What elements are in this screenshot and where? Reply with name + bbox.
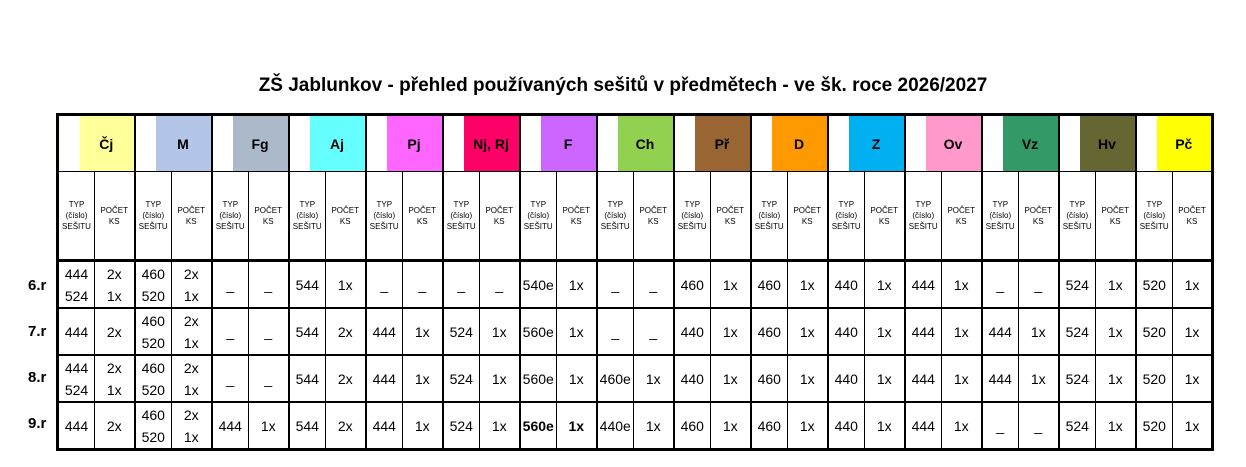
typ-cell: _ [443, 261, 480, 309]
pocet-cell: 1x [942, 308, 982, 355]
pocet-cell: _ [480, 261, 520, 309]
subject-header: Aj [289, 115, 366, 172]
typ-cell: _ [597, 308, 634, 355]
pocet-cell: _ [634, 308, 674, 355]
pocet-cell: 1x [480, 308, 520, 355]
pocet-cell: 1x [788, 402, 828, 450]
typ-cell: 560e [520, 402, 557, 450]
subject-header: Nj, Rj [443, 115, 520, 172]
typ-cell: 444 [366, 308, 403, 355]
subject-header: Ch [597, 115, 674, 172]
typ-cell: 560e [520, 308, 557, 355]
pocet-cell: 1x [557, 402, 597, 450]
pocet-cell: _ [249, 308, 289, 355]
pocet-cell: _ [249, 261, 289, 309]
pocet-cell: 1x [1173, 261, 1213, 309]
typ-cell: 444 [905, 402, 942, 450]
typ-cell: 524 [1059, 402, 1096, 450]
subject-header: Fg [212, 115, 289, 172]
pocet-cell: 2x [95, 308, 135, 355]
pocet-header: POČET KS [557, 172, 597, 261]
pocet-cell: _ [1019, 261, 1059, 309]
pocet-cell: 1x [403, 308, 443, 355]
pocet-cell: 2x 1x [172, 402, 212, 450]
typ-cell: 460 520 [135, 402, 172, 450]
typ-cell: _ [597, 261, 634, 309]
pocet-cell: 1x [326, 261, 366, 309]
typ-cell: 524 [1059, 261, 1096, 309]
typ-cell: 440 [674, 308, 711, 355]
pocet-cell: 2x [326, 308, 366, 355]
typ-cell: 520 [1136, 261, 1173, 309]
typ-cell: 444 [366, 402, 403, 450]
typ-cell: 440 [828, 308, 865, 355]
pocet-cell: 2x 1x [172, 261, 212, 309]
typ-cell: 440 [674, 355, 711, 402]
pocet-cell: 1x [711, 261, 751, 309]
typ-cell: _ [366, 261, 403, 309]
subject-header: Vz [982, 115, 1059, 172]
typ-cell: 560e [520, 355, 557, 402]
typ-cell: 444 [982, 308, 1019, 355]
typ-cell: 440 [828, 355, 865, 402]
pocet-header: POČET KS [403, 172, 443, 261]
typ-header: TYP (číslo) SEŠITU [905, 172, 942, 261]
pocet-cell: 1x [1019, 355, 1059, 402]
pocet-cell: 2x [95, 402, 135, 450]
subject-header: M [135, 115, 212, 172]
typ-cell: 460 [751, 261, 788, 309]
pocet-header: POČET KS [865, 172, 905, 261]
table-row [58, 355, 1213, 402]
typ-cell: 460e [597, 355, 634, 402]
row-label: 9.r [28, 415, 47, 432]
pocet-header: POČET KS [249, 172, 289, 261]
typ-cell: 460 [751, 402, 788, 450]
page-title: ZŠ Jablunkov - přehled používaných sešitů v předmětech - ve šk. roce 2026/2027 [258, 75, 988, 96]
notebook-table [56, 113, 1214, 451]
subject-header: Hv [1059, 115, 1136, 172]
pocet-header: POČET KS [711, 172, 751, 261]
typ-cell: _ [212, 355, 249, 402]
pocet-cell: 2x [326, 402, 366, 450]
pocet-header: POČET KS [788, 172, 828, 261]
typ-header: TYP (číslo) SEŠITU [1136, 172, 1173, 261]
row-label: 6.r [28, 277, 47, 294]
typ-cell: 544 [289, 308, 326, 355]
typ-header: TYP (číslo) SEŠITU [58, 172, 95, 261]
typ-cell: 540e [520, 261, 557, 309]
typ-cell: 444 [58, 402, 95, 450]
pocet-header: POČET KS [326, 172, 366, 261]
pocet-cell: 2x 1x [95, 355, 135, 402]
typ-cell: 460 520 [135, 261, 172, 309]
pocet-cell: 1x [403, 402, 443, 450]
pocet-cell: _ [634, 261, 674, 309]
typ-cell: 444 524 [58, 261, 95, 309]
typ-cell: _ [212, 308, 249, 355]
pocet-header: POČET KS [1096, 172, 1136, 261]
subject-header: Z [828, 115, 905, 172]
typ-header: TYP (číslo) SEŠITU [212, 172, 249, 261]
pocet-cell: 1x [942, 355, 982, 402]
column-header-row [58, 172, 1213, 261]
typ-cell: 524 [1059, 308, 1096, 355]
pocet-cell: _ [403, 261, 443, 309]
typ-cell: 544 [289, 402, 326, 450]
pocet-cell: 1x [480, 402, 520, 450]
typ-cell: 444 524 [58, 355, 95, 402]
typ-cell: 444 [905, 261, 942, 309]
pocet-cell: 1x [942, 261, 982, 309]
pocet-cell: 1x [480, 355, 520, 402]
typ-cell: 460 [674, 261, 711, 309]
pocet-cell: 1x [1096, 402, 1136, 450]
pocet-header: POČET KS [634, 172, 674, 261]
typ-cell: 524 [1059, 355, 1096, 402]
typ-cell: 460 520 [135, 355, 172, 402]
subject-header: D [751, 115, 828, 172]
subject-header: Čj [58, 115, 135, 172]
typ-cell: 440 [828, 402, 865, 450]
typ-cell: 444 [905, 308, 942, 355]
pocet-cell: 1x [865, 261, 905, 309]
typ-cell: 444 [366, 355, 403, 402]
subject-header: Pč [1136, 115, 1213, 172]
table-row [58, 261, 1213, 309]
pocet-header: POČET KS [95, 172, 135, 261]
typ-header: TYP (číslo) SEŠITU [751, 172, 788, 261]
pocet-cell: 1x [634, 402, 674, 450]
typ-header: TYP (číslo) SEŠITU [1059, 172, 1096, 261]
pocet-cell: 1x [1019, 308, 1059, 355]
pocet-cell: 1x [557, 308, 597, 355]
subject-header: Pj [366, 115, 443, 172]
pocet-cell: 1x [711, 402, 751, 450]
pocet-cell: 1x [634, 355, 674, 402]
row-label: 8.r [28, 369, 47, 386]
subject-header: Ov [905, 115, 982, 172]
typ-cell: 460 [751, 308, 788, 355]
pocet-cell: 1x [788, 355, 828, 402]
pocet-header: POČET KS [480, 172, 520, 261]
pocet-cell: 1x [788, 308, 828, 355]
typ-cell: 520 [1136, 308, 1173, 355]
typ-cell: 544 [289, 261, 326, 309]
subject-header-row [58, 115, 1213, 172]
typ-cell: 444 [58, 308, 95, 355]
pocet-cell: 1x [1173, 402, 1213, 450]
subject-header: Př [674, 115, 751, 172]
row-label: 7.r [28, 323, 47, 340]
typ-cell: _ [982, 261, 1019, 309]
typ-header: TYP (číslo) SEŠITU [366, 172, 403, 261]
typ-cell: 524 [443, 355, 480, 402]
table-row [58, 402, 1213, 450]
typ-cell: 460 [674, 402, 711, 450]
typ-header: TYP (číslo) SEŠITU [443, 172, 480, 261]
pocet-cell: 1x [557, 355, 597, 402]
pocet-cell: _ [249, 355, 289, 402]
pocet-cell: 1x [711, 355, 751, 402]
typ-header: TYP (číslo) SEŠITU [520, 172, 557, 261]
pocet-cell: 1x [1096, 355, 1136, 402]
typ-cell: 440 [828, 261, 865, 309]
typ-header: TYP (číslo) SEŠITU [597, 172, 634, 261]
pocet-cell: 1x [1173, 308, 1213, 355]
pocet-cell: 1x [865, 308, 905, 355]
pocet-header: POČET KS [1173, 172, 1213, 261]
typ-cell: 520 [1136, 355, 1173, 402]
pocet-cell: 1x [557, 261, 597, 309]
pocet-cell: 1x [942, 402, 982, 450]
typ-cell: 524 [443, 402, 480, 450]
typ-cell: 544 [289, 355, 326, 402]
typ-cell: 444 [982, 355, 1019, 402]
pocet-cell: 2x 1x [95, 261, 135, 309]
typ-cell: 444 [905, 355, 942, 402]
pocet-cell: 1x [711, 308, 751, 355]
pocet-cell: 1x [1096, 308, 1136, 355]
pocet-cell: 1x [865, 402, 905, 450]
subject-header: F [520, 115, 597, 172]
pocet-header: POČET KS [942, 172, 982, 261]
typ-header: TYP (číslo) SEŠITU [674, 172, 711, 261]
pocet-cell: 1x [249, 402, 289, 450]
typ-cell: 524 [443, 308, 480, 355]
pocet-header: POČET KS [1019, 172, 1059, 261]
pocet-cell: 1x [865, 355, 905, 402]
typ-header: TYP (číslo) SEŠITU [289, 172, 326, 261]
typ-cell: 460 520 [135, 308, 172, 355]
pocet-cell: 1x [1096, 261, 1136, 309]
typ-cell: 520 [1136, 402, 1173, 450]
typ-header: TYP (číslo) SEŠITU [828, 172, 865, 261]
pocet-cell: 2x 1x [172, 355, 212, 402]
pocet-cell: _ [1019, 402, 1059, 450]
typ-cell: 460 [751, 355, 788, 402]
typ-cell: 440e [597, 402, 634, 450]
pocet-cell: 2x [326, 355, 366, 402]
typ-cell: 444 [212, 402, 249, 450]
table-row [58, 308, 1213, 355]
typ-cell: _ [212, 261, 249, 309]
pocet-cell: 1x [788, 261, 828, 309]
pocet-cell: 1x [403, 355, 443, 402]
pocet-header: POČET KS [172, 172, 212, 261]
typ-header: TYP (číslo) SEŠITU [982, 172, 1019, 261]
pocet-cell: 1x [1173, 355, 1213, 402]
typ-cell: _ [982, 402, 1019, 450]
pocet-cell: 2x 1x [172, 308, 212, 355]
typ-header: TYP (číslo) SEŠITU [135, 172, 172, 261]
